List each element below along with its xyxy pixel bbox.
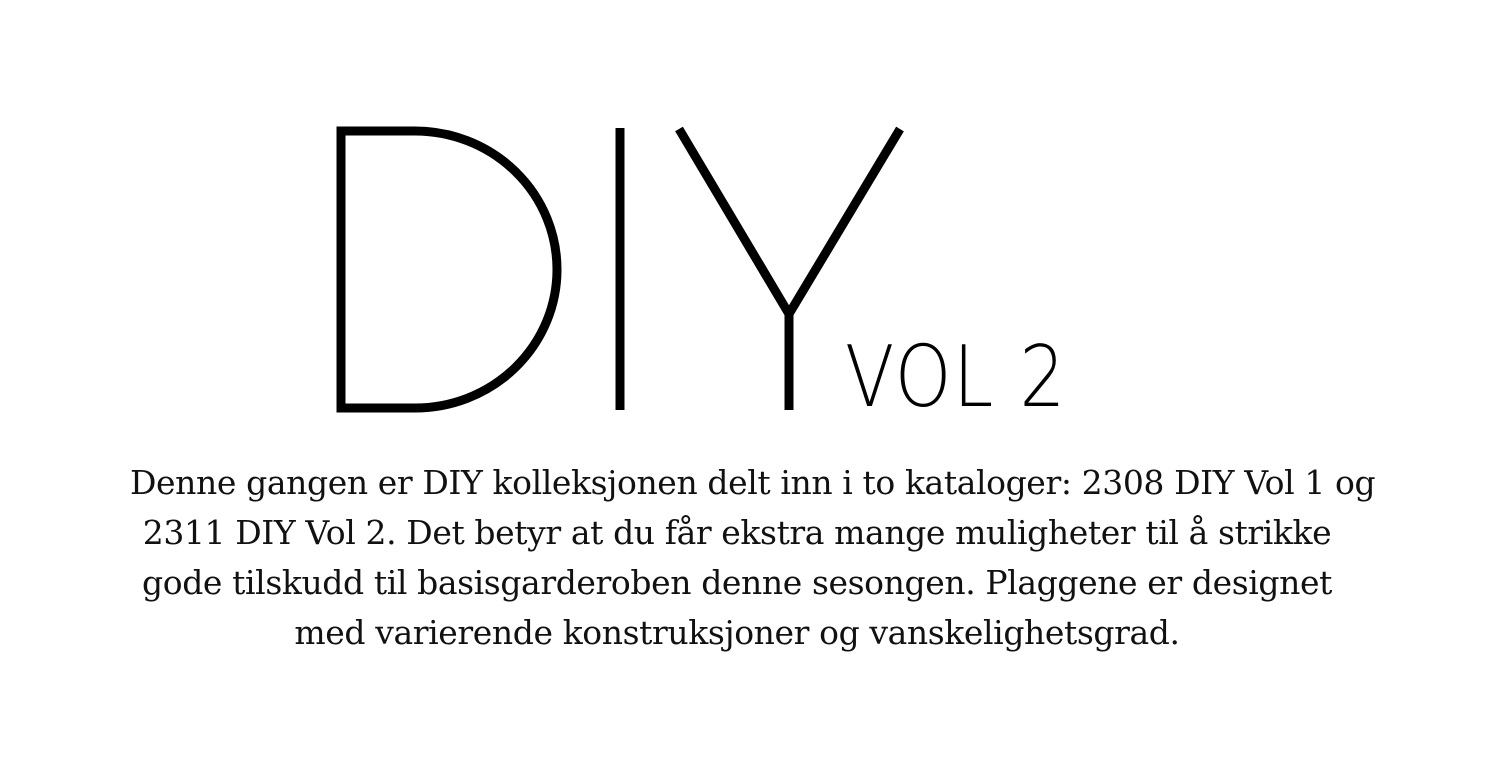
letter-d xyxy=(341,131,557,408)
description-line: gode tilskudd til basisgarderoben denne sesongen. Plaggene er designet xyxy=(142,563,1332,602)
description-line: med varierende konstruksjoner og vanskelighetsgrad. xyxy=(294,613,1180,652)
description-line: Denne gangen er DIY kolleksjonen delt inn i to kataloger: 2308 DIY Vol 1 og xyxy=(130,463,1376,502)
diy-title xyxy=(341,128,900,410)
diy-title-text: DIY xyxy=(603,381,637,405)
letter-y xyxy=(679,129,900,314)
volume-label: VOL 2 xyxy=(845,328,1067,427)
description-paragraph xyxy=(130,458,1376,658)
description-line: 2311 DIY Vol 2. Det betyr at du får ekstra mange muligheter til å strikke xyxy=(142,513,1332,552)
